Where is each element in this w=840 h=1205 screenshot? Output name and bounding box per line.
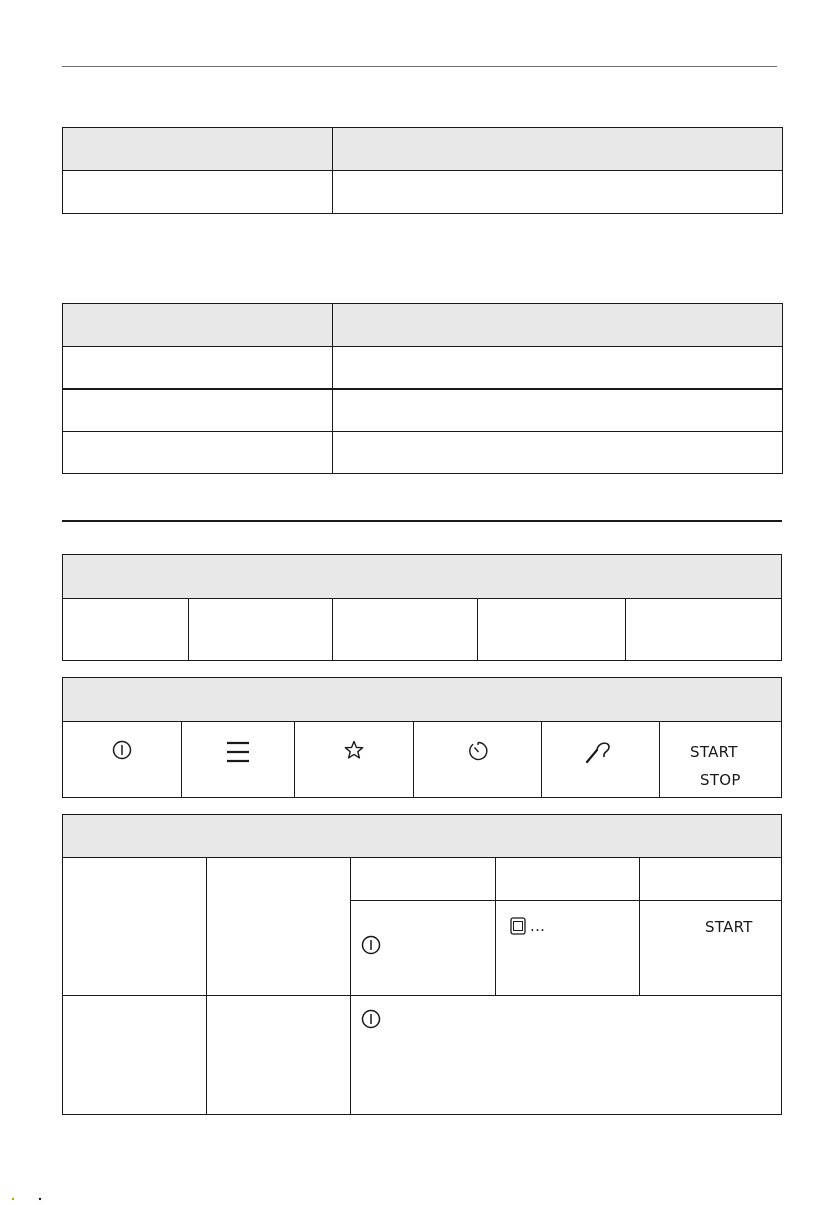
table-cell [63, 171, 333, 214]
control-panel [62, 677, 782, 798]
oven-symbol-group [510, 917, 545, 935]
table-row [63, 347, 783, 389]
power-icon [361, 1009, 381, 1029]
food-sensor-button[interactable] [541, 722, 659, 797]
timer-button[interactable] [413, 722, 541, 797]
table-row [63, 432, 783, 474]
page-mark-icon [10, 1197, 42, 1201]
divider [495, 858, 496, 996]
panel-one-cell [63, 599, 188, 660]
power-symbol [361, 935, 381, 959]
divider [63, 995, 781, 996]
panel-three-body [63, 858, 781, 1114]
table-one-header-row [63, 128, 783, 171]
control-panel-header [63, 678, 781, 722]
power-icon [361, 935, 381, 955]
control-panel-buttons [63, 722, 781, 797]
start-label: START [690, 743, 738, 761]
table-one [62, 127, 783, 214]
page-mark [10, 1186, 42, 1190]
header-rule [62, 66, 777, 67]
menu-icon [226, 741, 250, 763]
timer-icon [467, 740, 489, 762]
panel-one [62, 554, 782, 661]
table-two-header-row [63, 304, 783, 347]
table-cell [63, 347, 333, 389]
divider [350, 858, 351, 1114]
ellipsis-text: ... [530, 917, 546, 935]
power-button[interactable] [63, 722, 181, 797]
panel-three [62, 814, 782, 1115]
favourite-button[interactable] [294, 722, 413, 797]
star-icon [344, 740, 364, 760]
panel-one-cell [477, 599, 625, 660]
table-cell [333, 128, 783, 171]
table-cell [333, 304, 783, 347]
table-cell [333, 389, 783, 432]
table-cell [333, 347, 783, 389]
panel-one-cells [63, 599, 781, 660]
menu-button[interactable] [181, 722, 294, 797]
table-row [63, 389, 783, 432]
food-sensor-icon [584, 740, 618, 764]
divider [206, 858, 207, 1114]
table-cell [63, 389, 333, 432]
start-stop-button[interactable] [659, 722, 781, 797]
table-cell [333, 432, 783, 474]
stop-label: STOP [700, 771, 741, 789]
table-cell [63, 128, 333, 171]
panel-three-header [63, 815, 781, 858]
section-rule [62, 520, 782, 522]
power-symbol [361, 1009, 381, 1033]
panel-one-cell [188, 599, 332, 660]
power-icon [112, 740, 132, 760]
divider [639, 858, 640, 996]
panel-one-cell [332, 599, 477, 660]
panel-one-header [63, 555, 781, 599]
start-text: START [705, 918, 753, 936]
table-row [63, 171, 783, 214]
table-two [62, 303, 783, 474]
table-cell [63, 304, 333, 347]
table-cell [63, 432, 333, 474]
table-cell [333, 171, 783, 214]
divider [350, 900, 781, 901]
oven-icon [510, 917, 526, 935]
panel-one-cell [625, 599, 781, 660]
